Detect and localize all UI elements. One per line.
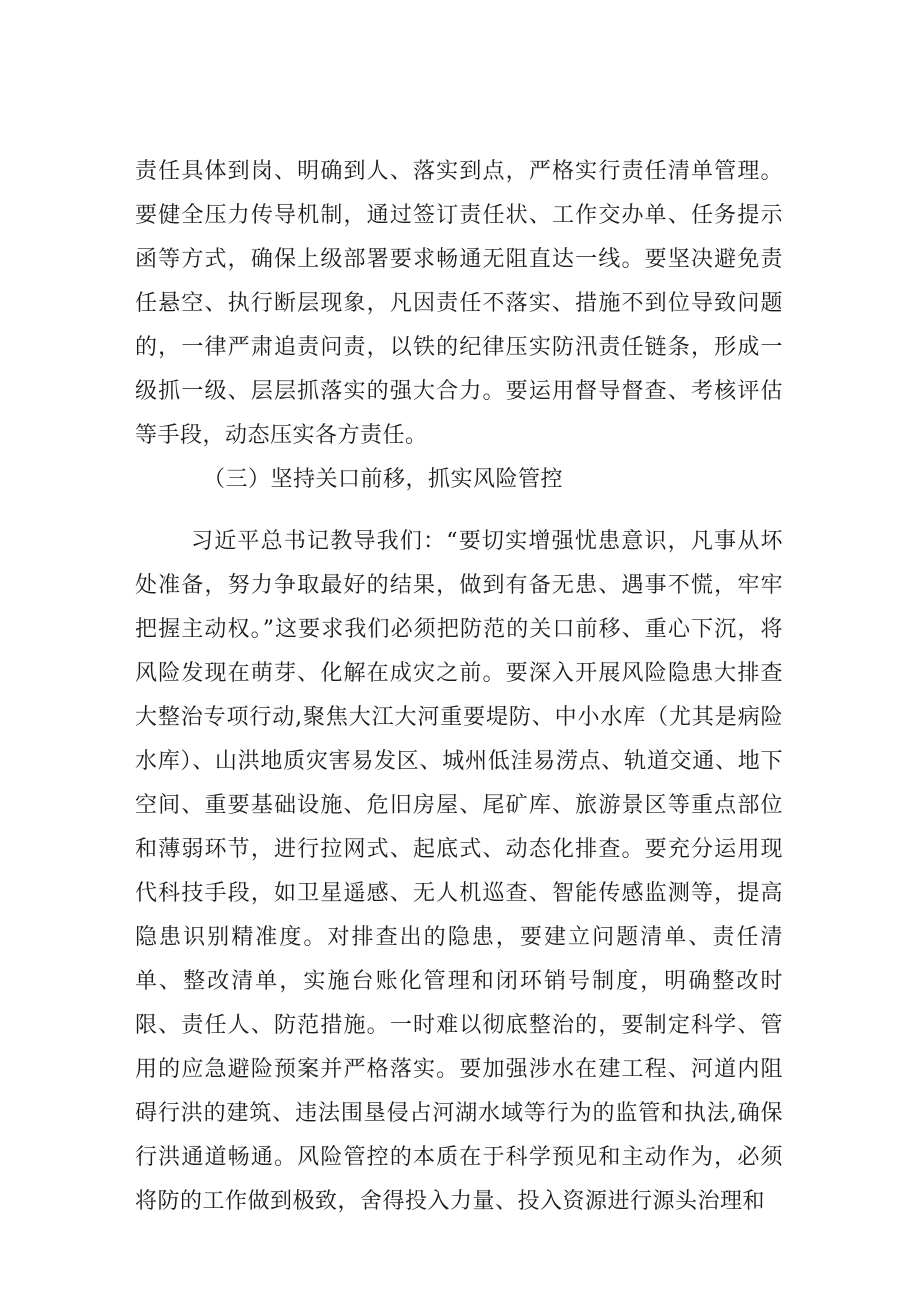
section-heading: （三）坚持关口前移，抓实风险管控 (203, 467, 564, 492)
body-paragraph: 习近平总书记教导我们：“要切实增强忧患意识，凡事从坏处准备，努力争取最好的结果，做到有备无患、遇事不慌，牢牢把握主动权。”这要求我们必须把防范的关口前移、重心下沉，将风险发现在萌芽、化解在成灾之前。要深入开展风险隐患大排查大整治专项行动,聚焦大江大河重要堤防、中小水库（尤其是病险水库）、山洪地质灾害易发区、城州低洼易涝点、轨道交通、地下空间、重要基础设施、危旧房屋、尾矿库、旅游景区等重点部位和薄弱环节，进行拉网式、起底式、动态化排查。要充分运用现代科技手段，如卫星遥感、无人机巡查、智能传感监测等，提高隐患识别精准度。对排查出的隐患，要建立问题清单、责任清单、整改清单，实施台账化管理和闭环销号制度，明确整改时限、责任人、防范措施。一时难以彻底整治的，要制定科学、管用的应急避险预案并严格落实。要加强涉水在建工程、河道内阻碍行洪的建筑、违法围垦侵占河湖水域等行为的监管和执法,确保行洪通道畅通。风险管控的本质在于科学预见和主动作为，必须将防的工作做到极致，舍得投入力量、投入资源进行源头治理和 (135, 529, 783, 1214)
body-paragraph: 责任具体到岗、明确到人、落实到点，严格实行责任清单管理。要健全压力传导机制，通过签订责任状、工作交办单、任务提示函等方式，确保上级部署要求畅通无阻直达一线。要坚决避免责任悬空、执行断层现象，凡因责任不落实、措施不到位导致问题的，一律严肃追责问责，以铁的纪律压实防汛责任链条，形成一级抓一级、层层抓落实的强大合力。要运用督导督查、考核评估等手段，动态压实各方责任。 (135, 159, 783, 448)
document-body (135, 150, 783, 1224)
